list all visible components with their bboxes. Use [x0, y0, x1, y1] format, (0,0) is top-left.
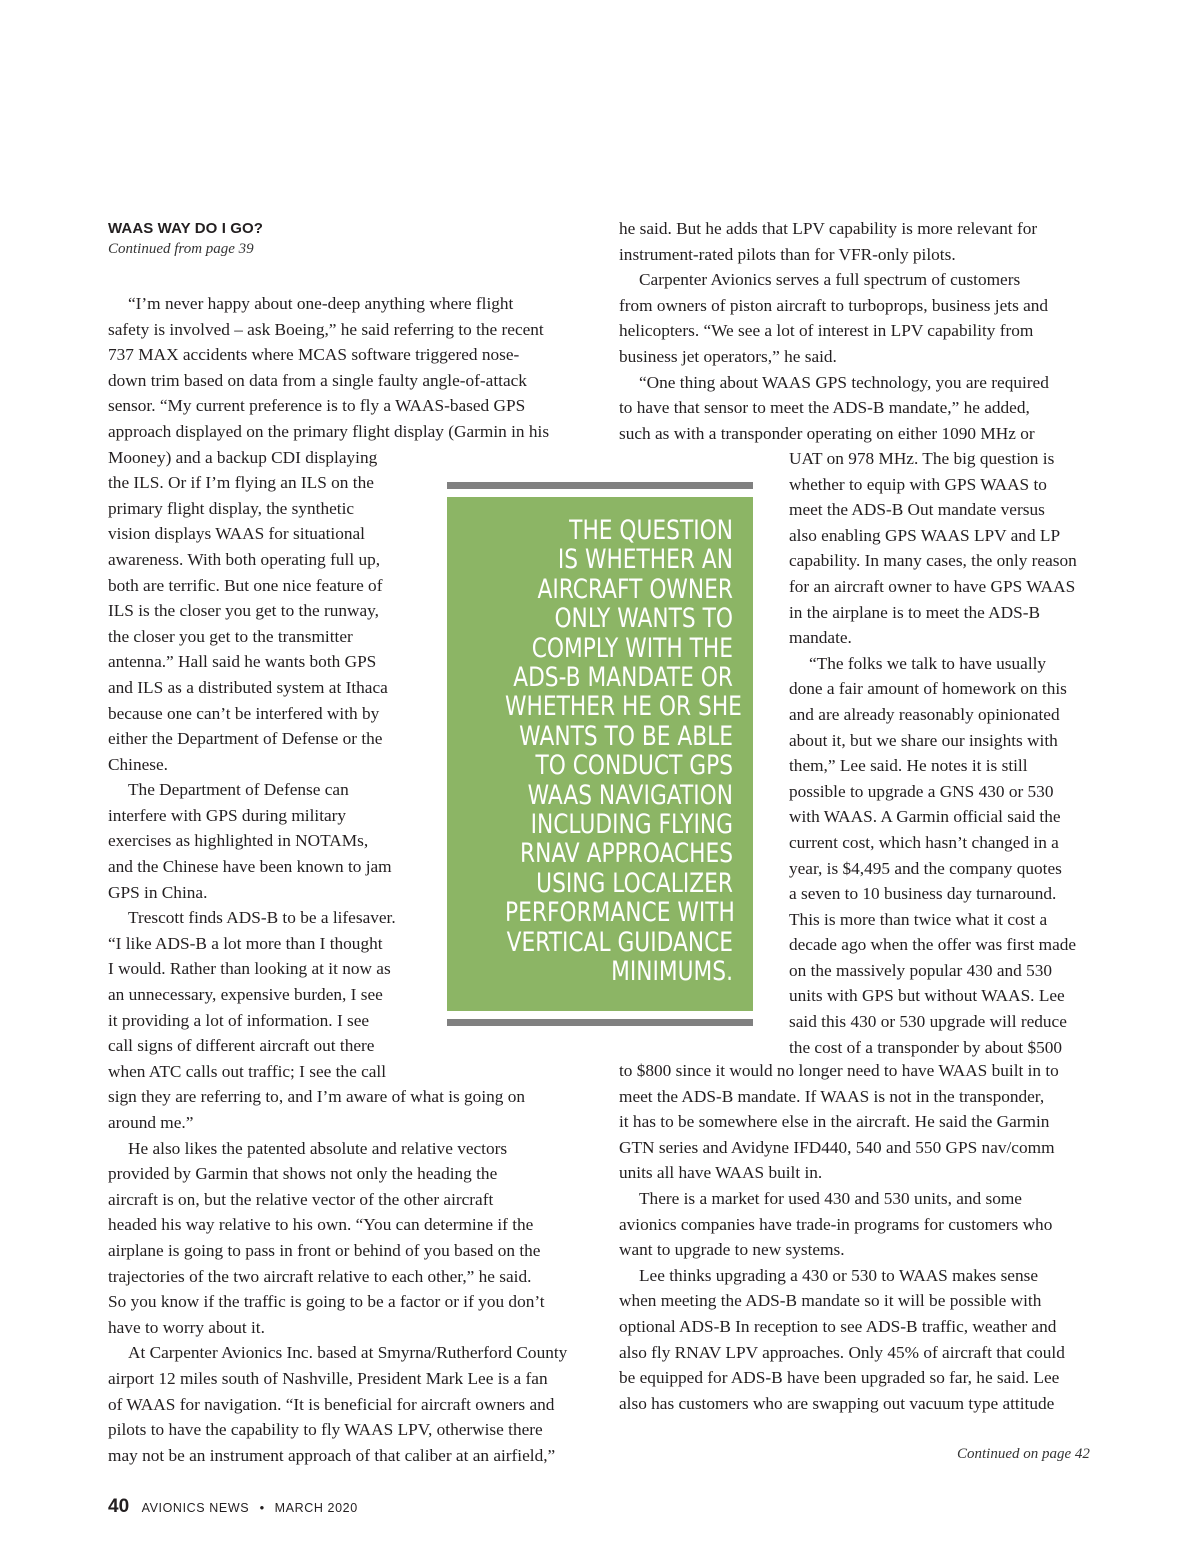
- pull-quote-line: ONLY WANTS TO: [554, 603, 733, 635]
- pull-quote-line: COMPLY WITH THE: [531, 632, 733, 664]
- body-text-line: them,” Lee said. He notes it is still: [789, 756, 1028, 776]
- pull-quote-line: WHETHER HE OR SHE: [505, 691, 742, 723]
- body-text-line: GTN series and Avidyne IFD440, 540 and 550 GPS nav/comm: [619, 1137, 1055, 1157]
- body-text-line: “I like ADS-B a lot more than I thought: [108, 933, 383, 953]
- pull-quote-line: TO CONDUCT GPS: [535, 750, 733, 782]
- body-text-line: vision displays WAAS for situational: [108, 524, 365, 544]
- continued-on-note: Continued on page 42: [957, 1446, 1090, 1462]
- body-text-line: want to upgrade to new systems.: [619, 1240, 845, 1260]
- body-text-line: sign they are referring to, and I’m aware of what is going on: [108, 1087, 526, 1107]
- body-text-line: capability. In many cases, the only reason: [789, 551, 1077, 571]
- body-text-line: possible to upgrade a GNS 430 or 530: [789, 781, 1054, 801]
- body-text-line: be equipped for ADS-B have been upgraded so far, he said. Lee: [619, 1368, 1060, 1388]
- body-text-line: “I’m never happy about one-deep anything where flight: [128, 294, 514, 313]
- pull-quote-line: AIRCRAFT OWNER: [537, 573, 733, 605]
- body-text-line: a seven to 10 business day turnaround.: [789, 884, 1057, 904]
- body-text-line: from owners of piston aircraft to turboprops, business jets and: [619, 295, 1049, 315]
- body-text-line: So you know if the traffic is going to be a factor or if you don’t: [108, 1292, 545, 1312]
- body-text-line: “One thing about WAAS GPS technology, you are required: [639, 372, 1049, 392]
- body-text-line: interfere with GPS during military: [108, 805, 347, 825]
- body-text-line: it has to be somewhere else in the aircraft. He said the Garmin: [619, 1112, 1050, 1132]
- body-text-line: optional ADS-B In reception to see ADS-B traffic, weather and: [619, 1316, 1057, 1336]
- body-text-line: the cost of a transponder by about $500: [789, 1037, 1063, 1057]
- body-text-line: an unnecessary, expensive burden, I see: [108, 985, 383, 1005]
- body-text-line: call signs of different aircraft out there: [108, 1036, 375, 1056]
- body-text-line: Carpenter Avionics serves a full spectrum of customers: [639, 270, 1021, 290]
- body-text-line: business jet operators,” he said.: [619, 346, 837, 366]
- body-text-line: mandate.: [789, 628, 852, 648]
- pull-quote-line: ADS-B MANDATE OR: [513, 662, 733, 694]
- body-text-line: awareness. With both operating full up,: [108, 549, 381, 569]
- body-text-line: about it, but we share our insights with: [789, 730, 1058, 750]
- body-text-line: antenna.” Hall said he wants both GPS: [108, 652, 377, 672]
- body-text-line: ILS is the closer you get to the runway,: [108, 601, 379, 621]
- issue-date: MARCH 2020: [274, 1501, 358, 1515]
- body-text-line: to $800 since it would no longer need to have WAAS built in to: [619, 1061, 1059, 1080]
- body-text-line: with WAAS. A Garmin official said the: [789, 807, 1061, 827]
- body-text-line: also enabling GPS WAAS LPV and LP: [789, 525, 1061, 545]
- body-text-line: the closer you get to the transmitter: [108, 626, 353, 646]
- body-text-line: UAT on 978 MHz. The big question is: [789, 449, 1055, 468]
- right-column-top: [619, 216, 1049, 446]
- body-text-line: 737 MAX accidents where MCAS software triggered nose-: [108, 345, 520, 365]
- body-text-line: trajectories of the two aircraft relative to each other,” he said.: [108, 1266, 532, 1286]
- body-text-line: safety is involved – ask Boeing,” he said referring to the recent: [108, 319, 544, 339]
- body-text-line: may not be an instrument approach of that caliber at an airfield,”: [108, 1445, 556, 1465]
- body-text-line: done a fair amount of homework on this: [789, 679, 1067, 699]
- body-text-line: Mooney) and a backup CDI displaying: [108, 447, 378, 467]
- body-text-line: around me.”: [108, 1113, 194, 1132]
- body-text-line: airplane is going to pass in front or behind of you based on the: [108, 1240, 541, 1260]
- body-text-line: also has customers who are swapping out vacuum type attitude: [619, 1393, 1055, 1413]
- body-text-line: provided by Garmin that shows not only the heading the: [108, 1164, 498, 1184]
- body-text-line: airport 12 miles south of Nashville, President Mark Lee is a fan: [108, 1368, 548, 1388]
- body-text-line: approach displayed on the primary flight display (Garmin in his: [108, 421, 550, 441]
- page-number: 40: [108, 1496, 130, 1517]
- pull-quote-line: WANTS TO BE ABLE: [519, 720, 733, 752]
- continued-from-note: Continued from page 39: [108, 241, 254, 257]
- body-text-line: sensor. “My current preference is to fly a WAAS-based GPS: [108, 396, 526, 416]
- body-text-line: I would. Rather than looking at it now as: [108, 959, 391, 979]
- section-title: WAAS WAY DO I GO?: [108, 220, 264, 237]
- body-text-line: headed his way relative to his own. “You can determine if the: [108, 1215, 534, 1235]
- body-text-line: avionics companies have trade-in programs for customers who: [619, 1214, 1053, 1234]
- pull-quote-line: USING LOCALIZER: [536, 867, 733, 899]
- body-text-line: to have that sensor to meet the ADS-B mandate,” he added,: [619, 398, 1030, 418]
- body-text-line: GPS in China.: [108, 882, 208, 902]
- body-text-line: “The folks we talk to have usually: [809, 653, 1047, 673]
- pull-quote-line: RNAV APPROACHES: [519, 838, 733, 870]
- body-text-line: and are already reasonably opinionated: [789, 704, 1060, 724]
- body-text-line: This is more than twice what it cost a: [789, 909, 1048, 929]
- body-text-line: Trescott finds ADS-B to be a lifesaver.: [128, 908, 396, 928]
- body-text-line: meet the ADS-B mandate. If WAAS is not in the transponder,: [619, 1086, 1045, 1106]
- pull-quote-top-rule: [447, 482, 753, 489]
- body-text-line: instrument-rated pilots than for VFR-only pilots.: [619, 244, 956, 264]
- right-column-bottom: [619, 1058, 1065, 1416]
- pull-quote-line: IS WHETHER AN: [557, 544, 733, 576]
- body-text-line: exercises as highlighted in NOTAMs,: [108, 831, 369, 851]
- pull-quote-line: VERTICAL GUIDANCE: [506, 926, 733, 958]
- body-text-line: both are terrific. But one nice feature of: [108, 575, 383, 595]
- body-text-line: and the Chinese have been known to jam: [108, 857, 392, 877]
- body-text-line: either the Department of Defense or the: [108, 729, 383, 749]
- body-text-line: units all have WAAS built in.: [619, 1163, 823, 1183]
- body-text-line: said this 430 or 530 upgrade will reduce: [789, 1012, 1067, 1032]
- pull-quote-line: THE QUESTION: [569, 515, 733, 546]
- body-text-line: units with GPS but without WAAS. Lee: [789, 986, 1065, 1006]
- body-text-line: and ILS as a distributed system at Ithaca: [108, 677, 388, 697]
- body-text-line: for an aircraft owner to have GPS WAAS: [789, 576, 1076, 596]
- body-text-line: meet the ADS-B Out mandate versus: [789, 500, 1045, 520]
- publication-name: AVIONICS NEWS: [141, 1501, 250, 1515]
- pull-quote-line: PERFORMANCE WITH: [505, 897, 735, 929]
- body-text-line: decade ago when the offer was first made: [789, 935, 1077, 955]
- body-text-line: primary flight display, the synthetic: [108, 498, 355, 518]
- body-text-line: down trim based on data from a single faulty angle-of-attack: [108, 370, 527, 390]
- pull-quote-line: INCLUDING FLYING: [530, 809, 733, 841]
- body-text-line: whether to equip with GPS WAAS to: [789, 474, 1047, 494]
- right-column-narrow: [789, 446, 1077, 1060]
- body-text-line: aircraft is on, but the relative vector of the other aircraft: [108, 1189, 494, 1209]
- body-text-line: he said. But he adds that LPV capability is more relevant for: [619, 219, 1038, 238]
- body-text-line: Chinese.: [108, 754, 168, 774]
- body-text-line: when ATC calls out traffic; I see the call: [108, 1061, 387, 1081]
- body-text-line: in the airplane is to meet the ADS-B: [789, 602, 1041, 622]
- body-text-line: of WAAS for navigation. “It is beneficial for aircraft owners and: [108, 1394, 555, 1414]
- body-text-line: also fly RNAV LPV approaches. Only 45% of aircraft that could: [619, 1342, 1065, 1362]
- body-text-line: The Department of Defense can: [128, 780, 349, 800]
- pull-quote-line: MINIMUMS.: [611, 956, 733, 988]
- body-text-line: such as with a transponder operating on either 1090 MHz or: [619, 423, 1035, 443]
- body-text-line: pilots to have the capability to fly WAAS LPV, otherwise there: [108, 1420, 543, 1440]
- body-text-line: when meeting the ADS-B mandate so it will be possible with: [619, 1291, 1042, 1311]
- pull-quote-bottom-rule: [447, 1019, 753, 1026]
- pull-quote-text: [505, 515, 742, 988]
- body-text-line: because one can’t be interfered with by: [108, 703, 380, 723]
- body-text-line: the ILS. Or if I’m flying an ILS on the: [108, 473, 374, 493]
- body-text-line: At Carpenter Avionics Inc. based at Smyrna/Rutherford County: [128, 1343, 568, 1363]
- pull-quote-line: WAAS NAVIGATION: [527, 779, 733, 811]
- body-text-line: He also likes the patented absolute and relative vectors: [128, 1138, 508, 1158]
- body-text-line: current cost, which hasn’t changed in a: [789, 832, 1059, 852]
- body-text-line: it providing a lot of information. I see: [108, 1010, 370, 1030]
- body-text-line: helicopters. “We see a lot of interest in LPV capability from: [619, 321, 1034, 341]
- footer-separator: •: [259, 1500, 265, 1515]
- page-footer: [108, 1496, 358, 1518]
- body-text-line: on the massively popular 430 and 530: [789, 960, 1053, 980]
- body-text-line: There is a market for used 430 and 530 units, and some: [639, 1188, 1022, 1208]
- body-text-line: have to worry about it.: [108, 1317, 265, 1337]
- body-text-line: Lee thinks upgrading a 430 or 530 to WAAS makes sense: [639, 1265, 1039, 1285]
- body-text-line: year, is $4,495 and the company quotes: [789, 858, 1062, 878]
